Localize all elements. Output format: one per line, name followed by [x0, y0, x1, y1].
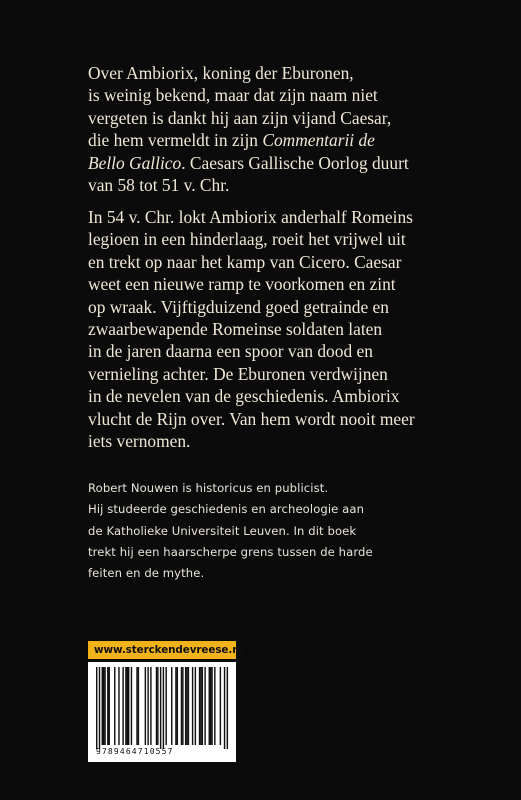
- intro-paragraph: [88, 62, 468, 196]
- bio-line: de Katholieke Universiteit Leuven. In dit boek: [88, 523, 357, 538]
- barcode-bar: [192, 667, 193, 745]
- barcode-bar: [224, 667, 225, 749]
- barcode-bar: [147, 667, 148, 745]
- text-line: [88, 152, 468, 174]
- barcode-bar: [199, 667, 200, 745]
- barcode-bar: [109, 667, 110, 745]
- barcode-bar: [227, 667, 228, 749]
- barcode-bar: [209, 667, 210, 745]
- text-line: Over Ambiorix, koning der Eburonen,: [88, 63, 354, 83]
- barcode-bar: [214, 667, 215, 745]
- text-line: op wraak. Vijftigduizend goed getrainde en: [88, 296, 389, 317]
- barcode-bar: [103, 667, 104, 745]
- isbn-number: 9789464710557: [96, 747, 174, 756]
- barcode-bar: [107, 667, 108, 745]
- barcode-bar: [204, 667, 205, 745]
- barcode-bar: [220, 667, 221, 745]
- barcode-bar: [185, 667, 186, 745]
- text-line: legioen in een hinderlaag, roeit het vrijwel uit: [88, 229, 406, 250]
- barcode-bar: [210, 667, 211, 745]
- author-bio: [88, 478, 468, 584]
- barcode-bar: [125, 667, 126, 745]
- barcode-bar: [145, 667, 146, 745]
- barcode-bar: [177, 667, 178, 745]
- barcode-bar: [195, 667, 196, 745]
- barcode-bar: [118, 667, 119, 745]
- italic-title: Commentarii de: [262, 130, 375, 151]
- barcode-bar: [122, 667, 123, 745]
- text-segment: die hem vermeldt in zijn: [88, 130, 263, 151]
- barcode-bar: [186, 667, 187, 745]
- barcode-bar: [99, 667, 100, 749]
- barcode-bar: [175, 667, 176, 745]
- barcode-bar: [181, 667, 182, 745]
- barcode-bar: [171, 667, 172, 745]
- text-line: en trekt op naar het kamp van Cicero. Caesar: [88, 251, 402, 272]
- barcode-bar: [127, 667, 128, 745]
- barcode-bar: [114, 667, 115, 745]
- barcode-bar: [104, 667, 105, 745]
- barcode-bar: [157, 667, 158, 745]
- publisher-url[interactable]: www.sterckendevreese.nl: [88, 641, 236, 659]
- barcode-bar: [211, 667, 212, 745]
- barcode-bar: [156, 667, 157, 745]
- bio-line: feiten en de mythe.: [88, 566, 205, 581]
- text-line: van 58 tot 51 v. Chr.: [88, 175, 230, 196]
- bio-line: Hij studeerde geschiedenis en archeologie aan: [88, 502, 365, 517]
- barcode-bar: [138, 667, 139, 745]
- barcode-bar: [136, 667, 137, 745]
- text-line: in de jaren daarna een spoor van dood en: [88, 341, 373, 362]
- barcode-bar: [163, 667, 164, 749]
- barcode-bar: [102, 667, 103, 745]
- text-line: weet een nieuwe ramp te voorkomen en zint: [88, 274, 396, 295]
- text-line: zwaarbewapende Romeinse soldaten laten: [88, 319, 383, 340]
- text-line: vergeten is dankt hij aan zijn vijand Caesar,: [88, 107, 392, 128]
- story-paragraph: [88, 206, 468, 452]
- barcode-bar: [182, 667, 183, 745]
- barcode-bar: [200, 667, 201, 745]
- text-line: In 54 v. Chr. lokt Ambiorix anderhalf Romeins: [88, 207, 413, 227]
- barcode-bar: [96, 667, 97, 749]
- barcode-bar: [188, 667, 189, 745]
- text-segment: . Caesars Gallische Oorlog duurt: [181, 152, 409, 173]
- text-line: is weinig bekend, maar dat zijn naam niet: [88, 85, 378, 106]
- barcode-bar: [160, 667, 161, 749]
- barcode-bar: [202, 667, 203, 745]
- barcode-bar: [165, 667, 166, 745]
- bio-line: Robert Nouwen is historicus en publicist.: [88, 481, 329, 495]
- text-line: vlucht de Rijn over. Van hem wordt nooit meer: [88, 408, 415, 429]
- barcode-bar: [150, 667, 151, 745]
- text-line: iets vernomen.: [88, 431, 191, 452]
- barcode-bar: [128, 667, 129, 745]
- text-line: in de nevelen van de geschiedenis. Ambiorix: [88, 386, 400, 407]
- bio-line: trekt hij een haarscherpe grens tussen de harde: [88, 544, 373, 559]
- text-line: [88, 129, 468, 151]
- barcode-bar: [131, 667, 132, 745]
- italic-title: Bello Gallico: [88, 152, 182, 173]
- isbn-barcode: [88, 662, 236, 762]
- text-line: vernieling achter. De Eburonen verdwijnen: [88, 363, 388, 384]
